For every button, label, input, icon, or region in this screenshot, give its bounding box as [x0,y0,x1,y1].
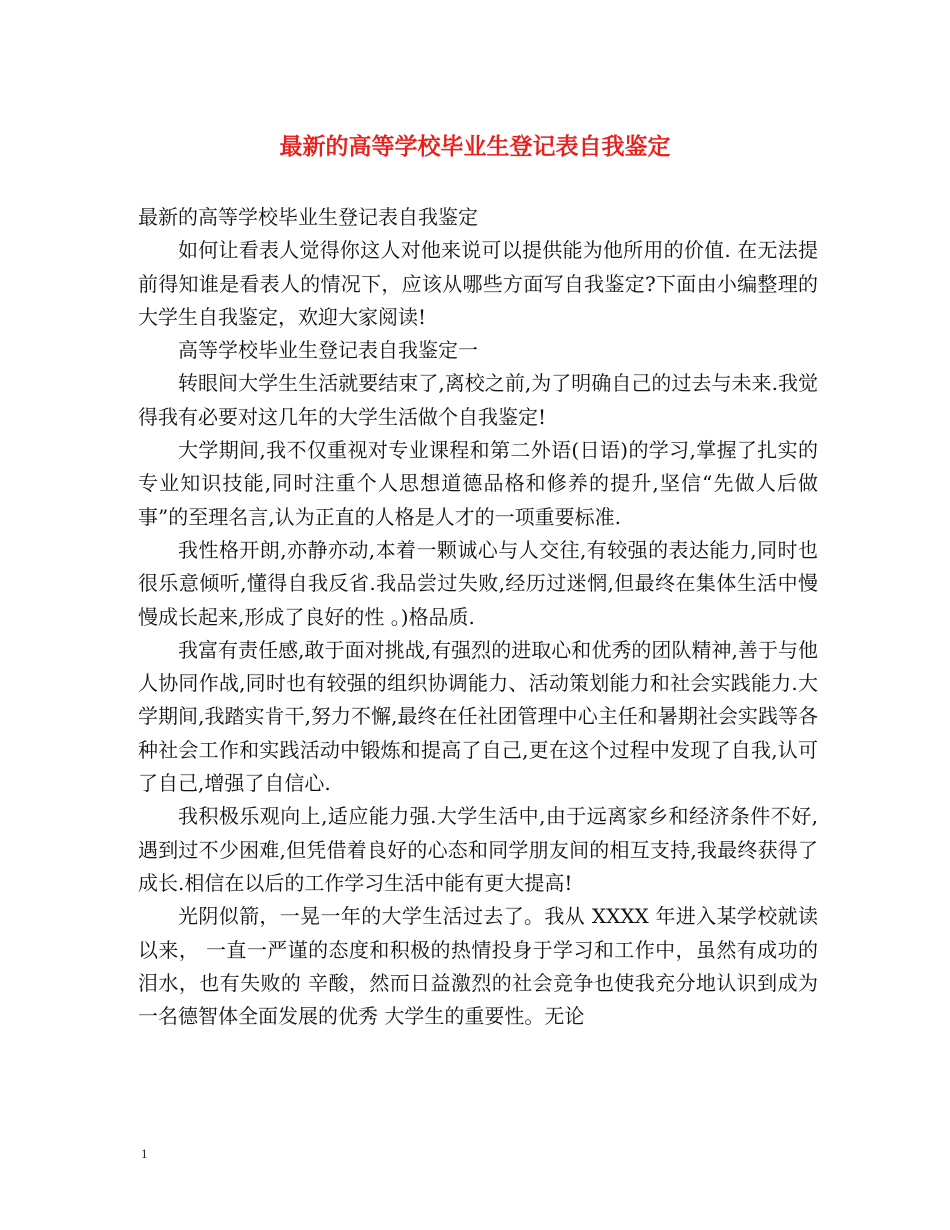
paragraph: 转眼间大学生生活就要结束了,离校之前,为了明确自己的过去与未来.我觉得我有必要对这几年的大学生活做个自我鉴定! [138,371,818,429]
paragraph: 大学期间,我不仅重视对专业课程和第二外语(日语)的学习,掌握了扎实的专业知识技能,同时注重个人思想道德品格和修养的提升,坚信“先做人后做事”的至理名言,认为正直的人格是人才的一项重要标准. [138,438,818,529]
page-number: 1 [141,1146,148,1161]
paragraph: 光阴似箭，一晃一年的大学生活过去了。我从 XXXX 年进入某学校就读以来， 一直一严谨的态度和积极的热情投身于学习和工作中，虽然有成功的泪水，也有失败的 辛酸，然而日益激烈的社会竞争也使我充分地认识到成为一名德智体全面发展的优秀 大学生的重要性。无论 [138,904,818,1029]
paragraph-intro: 如何让看表人觉得你这人对他来说可以提供能为他所用的价值. 在无法提前得知谁是看表人的情况下，应该从哪些方面写自我鉴定?下面由小编整理的大学生自我鉴定，欢迎大家阅读! [138,238,818,329]
document-title: 最新的高等学校毕业生登记表自我鉴定 [279,133,671,160]
paragraph: 我富有责任感,敢于面对挑战,有强烈的进取心和优秀的团队精神,善于与他人协同作战,同时也有较强的组织协调能力、活动策划能力和社会实践能力.大学期间,我踏实肯干,努力不懈,最终在任社团管理中心主任和暑期社会实践等各种社会工作和实践活动中锻炼和提高了自己,更在这个过程中发现了自我,认可了自己,增强了自信心. [138,637,818,796]
paragraph: 我积极乐观向上,适应能力强.大学生活中,由于远离家乡和经济条件不好,遇到过不少困难,但凭借着良好的心态和同学朋友间的相互支持,我最终获得了成长.相信在以后的工作学习生活中能有更大提高! [138,804,818,895]
paragraph-heading: 最新的高等学校毕业生登记表自我鉴定 [138,205,478,229]
document-body [138,201,818,1033]
section-heading: 高等学校毕业生登记表自我鉴定一 [178,338,478,363]
paragraph: 我性格开朗,亦静亦动,本着一颗诚心与人交往,有较强的表达能力,同时也很乐意倾听,懂得自我反省.我品尝过失败,经历过迷惘,但最终在集体生活中慢慢成长起来,形成了良好的性 。)格品质. [138,537,818,629]
